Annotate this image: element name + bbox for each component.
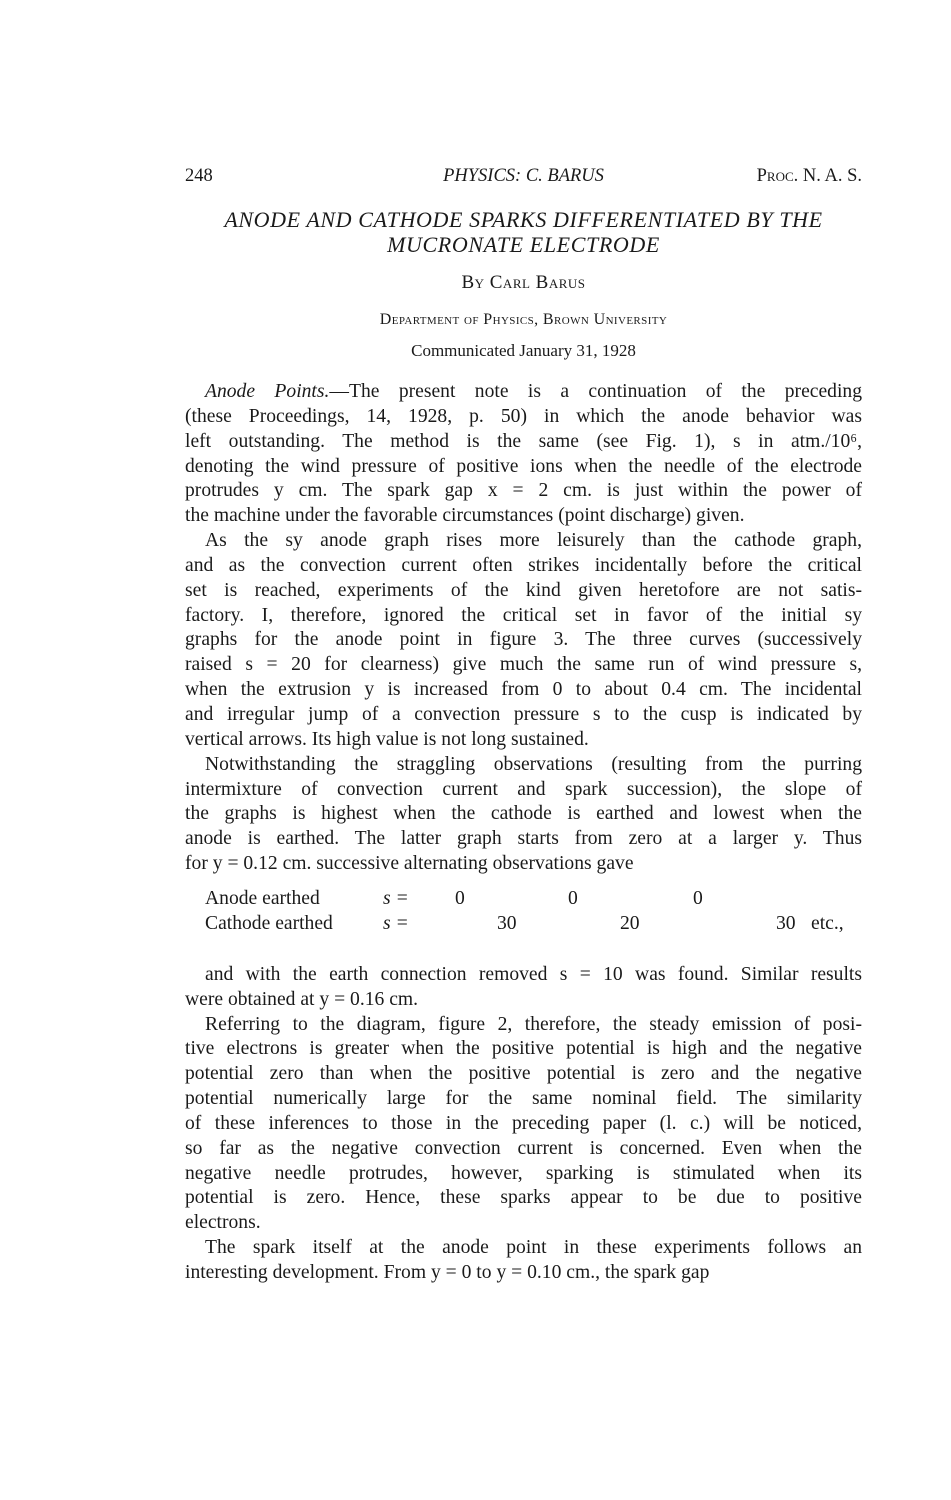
running-title: PHYSICS: C. BARUS <box>443 166 604 186</box>
text-line: Notwithstanding the straggling observations (resulting from the purring <box>205 753 862 775</box>
paragraph <box>185 963 862 1013</box>
table-row-label: Anode earthed <box>205 887 320 909</box>
paragraph <box>185 753 862 877</box>
paragraph <box>185 1236 862 1286</box>
affiliation: Department of Physics, Brown University <box>379 311 668 328</box>
text-line: tive electrons is greater when the positive potential is high and the negative <box>185 1038 862 1060</box>
observations-table <box>185 877 862 963</box>
text-line: and irregular jump of a convection pressure s to the cusp is indicated by <box>185 703 862 725</box>
text-line: denoting the wind pressure of positive ions when the needle of the electrode <box>185 455 862 477</box>
text-line: negative needle protrudes, however, sparking is stimulated when its <box>185 1162 862 1184</box>
table-cell: 30 <box>776 912 796 934</box>
text-line: protrudes y cm. The spark gap x = 2 cm. is just within the power of <box>185 480 862 502</box>
text-line: anode is earthed. The latter graph starts from zero at a larger y. Thus <box>185 828 862 850</box>
text-line: and with the earth connection removed s = 10 was found. Similar results <box>205 963 862 985</box>
text-line: left outstanding. The method is the same (see Fig. 1), s in atm./10⁶, <box>185 430 862 452</box>
text-line: As the sy anode graph rises more leisurely than the cathode graph, <box>205 530 862 552</box>
text-line: vertical arrows. Its high value is not long sustained. <box>185 728 589 750</box>
text-span: —The present note is a continuation of the preceding <box>329 381 862 402</box>
text-line: electrons. <box>185 1212 261 1234</box>
text-line: potential is zero. Hence, these sparks appear to be due to positive <box>185 1187 862 1209</box>
table-cell: 0 <box>693 887 703 909</box>
paragraph <box>185 529 862 753</box>
article-title-line-2: MUCRONATE ELECTRODE <box>387 232 660 257</box>
text-line: the graphs is highest when the cathode is earthed and lowest when the <box>185 803 862 825</box>
text-line: were obtained at y = 0.16 cm. <box>185 988 419 1010</box>
text-line: set is reached, experiments of the kind given heretofore are not satis- <box>185 579 862 601</box>
text-line: the machine under the favorable circumstances (point discharge) given. <box>185 505 745 527</box>
text-line: intermixture of convection current and spark succession), the slope of <box>185 778 862 800</box>
text-line: of these inferences to those in the preceding paper (l. c.) will be noticed, <box>185 1112 862 1134</box>
text-line: and as the convection current often strikes incidentally before the critical <box>185 554 862 576</box>
table-cell: 0 <box>568 887 578 909</box>
text-line: (these Proceedings, 14, 1928, p. 50) in which the anode behavior was <box>185 405 862 427</box>
byline: By Carl Barus <box>461 272 586 293</box>
text-line: The spark itself at the anode point in these experiments follows an <box>205 1237 862 1259</box>
article-body <box>185 380 862 1286</box>
text-line: so far as the negative convection current is concerned. Even when the <box>185 1137 862 1159</box>
table-row-equation: s = <box>383 912 409 934</box>
text-line <box>185 380 862 405</box>
table-row-label: Cathode earthed <box>205 912 333 934</box>
text-line: Referring to the diagram, figure 2, therefore, the steady emission of posi- <box>205 1013 862 1035</box>
text-line: potential zero than when the positive potential is zero and the negative <box>185 1063 862 1085</box>
article-title-line-1: ANODE AND CATHODE SPARKS DIFFERENTIATED BY THE <box>224 207 823 232</box>
paragraph <box>185 380 862 529</box>
paragraph <box>185 1013 862 1237</box>
text-line: for y = 0.12 cm. successive alternating observations gave <box>185 853 634 875</box>
table-cell: 20 <box>620 912 640 934</box>
lead-heading: Anode Points. <box>205 381 330 402</box>
text-line: when the extrusion y is increased from 0 to about 0.4 cm. The incidental <box>185 679 862 701</box>
table-cell: 0 <box>455 887 465 909</box>
text-line: graphs for the anode point in figure 3. The three curves (successively <box>185 629 862 651</box>
journal-name: Proc. N. A. S. <box>756 166 862 186</box>
table-row-equation: s = <box>383 887 409 909</box>
table-cell: 30 <box>497 912 517 934</box>
communicated-date: Communicated January 31, 1928 <box>411 341 636 360</box>
text-line: potential numerically large for the same nominal field. The similarity <box>185 1088 862 1110</box>
text-line: factory. I, therefore, ignored the critical set in favor of the initial sy <box>185 604 862 626</box>
text-line: interesting development. From y = 0 to y = 0.10 cm., the spark gap <box>185 1262 710 1283</box>
page-number: 248 <box>185 166 213 186</box>
table-suffix: etc., <box>811 912 844 934</box>
text-line: raised s = 20 for clearness) give much the same run of wind pressure s, <box>185 654 862 676</box>
